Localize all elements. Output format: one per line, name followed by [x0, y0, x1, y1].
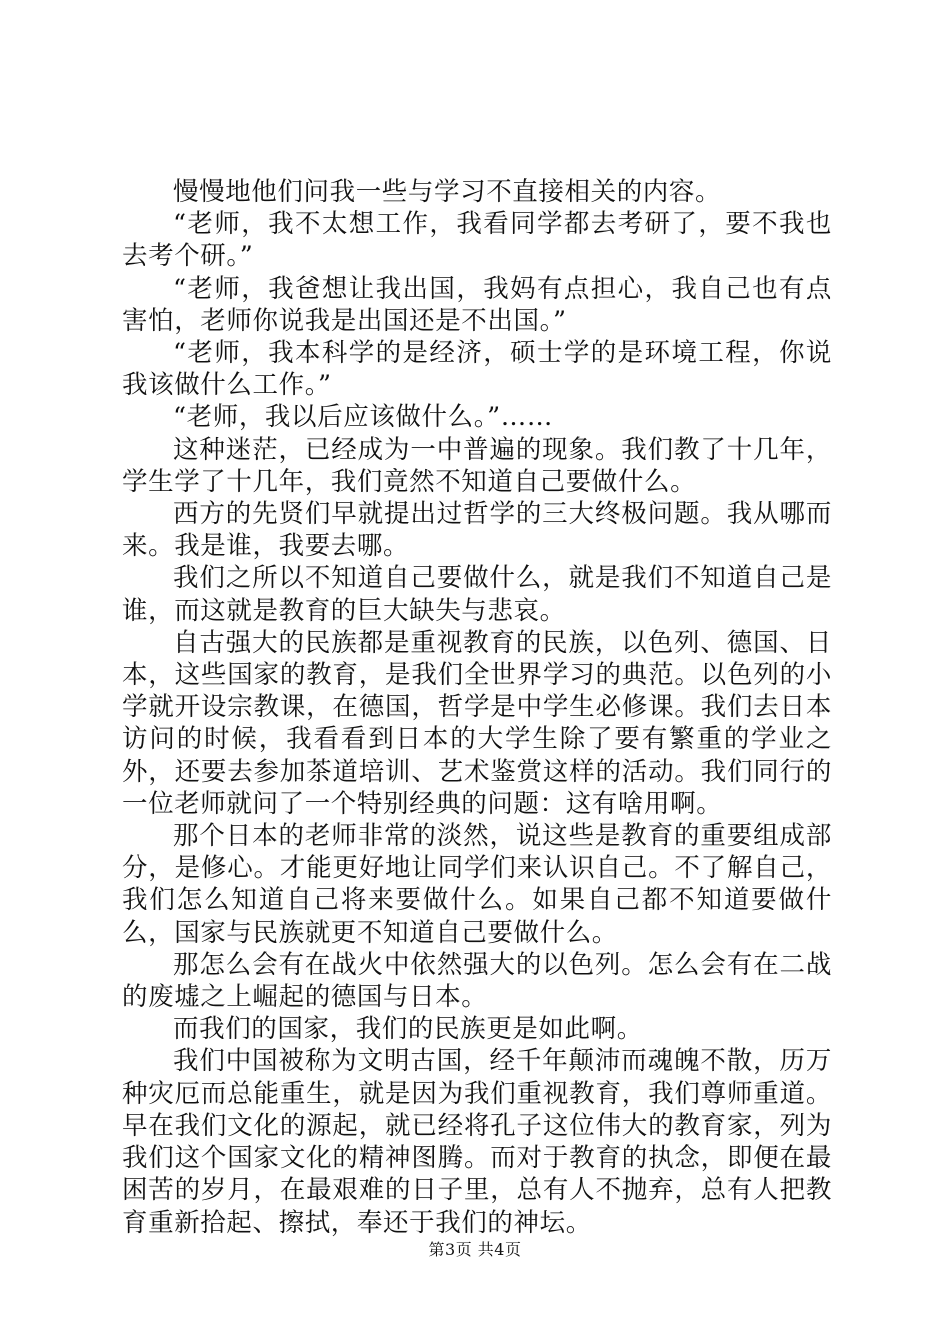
- paragraph: 那怎么会有在战火中依然强大的以色列。怎么会有在二战的废墟之上崛起的德国与日本。: [122, 949, 832, 1013]
- body-text: [122, 176, 832, 1239]
- paragraph: 那个日本的老师非常的淡然，说这些是教育的重要组成部分，是修心。才能更好地让同学们来认识自己。不了解自己，我们怎么知道自己将来要做什么。如果自己都不知道要做什么，国家与民族就更不知道自己要做什么。: [122, 821, 832, 948]
- paragraph: 慢慢地他们问我一些与学习不直接相关的内容。: [173, 177, 722, 207]
- paragraph: 而我们的国家，我们的民族更是如此啊。: [173, 1014, 643, 1045]
- paragraph: “老师，我爸想让我出国，我妈有点担心，我自己也有点害怕，老师你说我是出国还是不出国。”: [122, 273, 832, 336]
- paragraph: 我们中国被称为文明古国，经千年颠沛而魂魄不散，历万种灾厄而总能重生，就是因为我们重视教育，我们尊师重道。早在我们文化的源起，就已经将孔子这位伟大的教育家，列为我们这个国家文化的精神图腾。而对于教育的执念，即便在最困苦的岁月，在最艰难的日子里，总有人不抛弃，总有人把教育重新拾起、擦拭，奉还于我们的神坛。: [122, 1046, 832, 1238]
- paragraph: 自古强大的民族都是重视教育的民族，以色列、德国、日本，这些国家的教育，是我们全世界学习的典范。以色列的小学就开设宗教课，在德国，哲学是中学生必修课。我们去日本访问的时候，我看看到日本的大学生除了要有繁重的学业之外，还要去参加茶道培训、艺术鉴赏这样的活动。我们同行的一位老师就问了一个特别经典的问题：这有啥用啊。: [122, 627, 832, 819]
- page-number-footer: 第3页 共4页: [428, 1240, 522, 1259]
- paragraph: 我们之所以不知道自己要做什么，就是我们不知道自己是谁，而这就是教育的巨大缺失与悲哀。: [122, 563, 832, 626]
- paragraph: 这种迷茫，已经成为一中普遍的现象。我们教了十几年，学生学了十几年，我们竟然不知道自己要做什么。: [122, 434, 832, 497]
- paragraph: “老师，我不太想工作，我看同学都去考研了，要不我也去考个研。”: [122, 209, 832, 272]
- paragraph: “老师，我本科学的是经济，硕士学的是环境工程，你说我该做什么工作。”: [122, 338, 832, 401]
- paragraph: “老师，我以后应该做什么。”……: [173, 402, 553, 433]
- paragraph: 西方的先贤们早就提出过哲学的三大终极问题。我从哪而来。我是谁，我要去哪。: [122, 499, 832, 562]
